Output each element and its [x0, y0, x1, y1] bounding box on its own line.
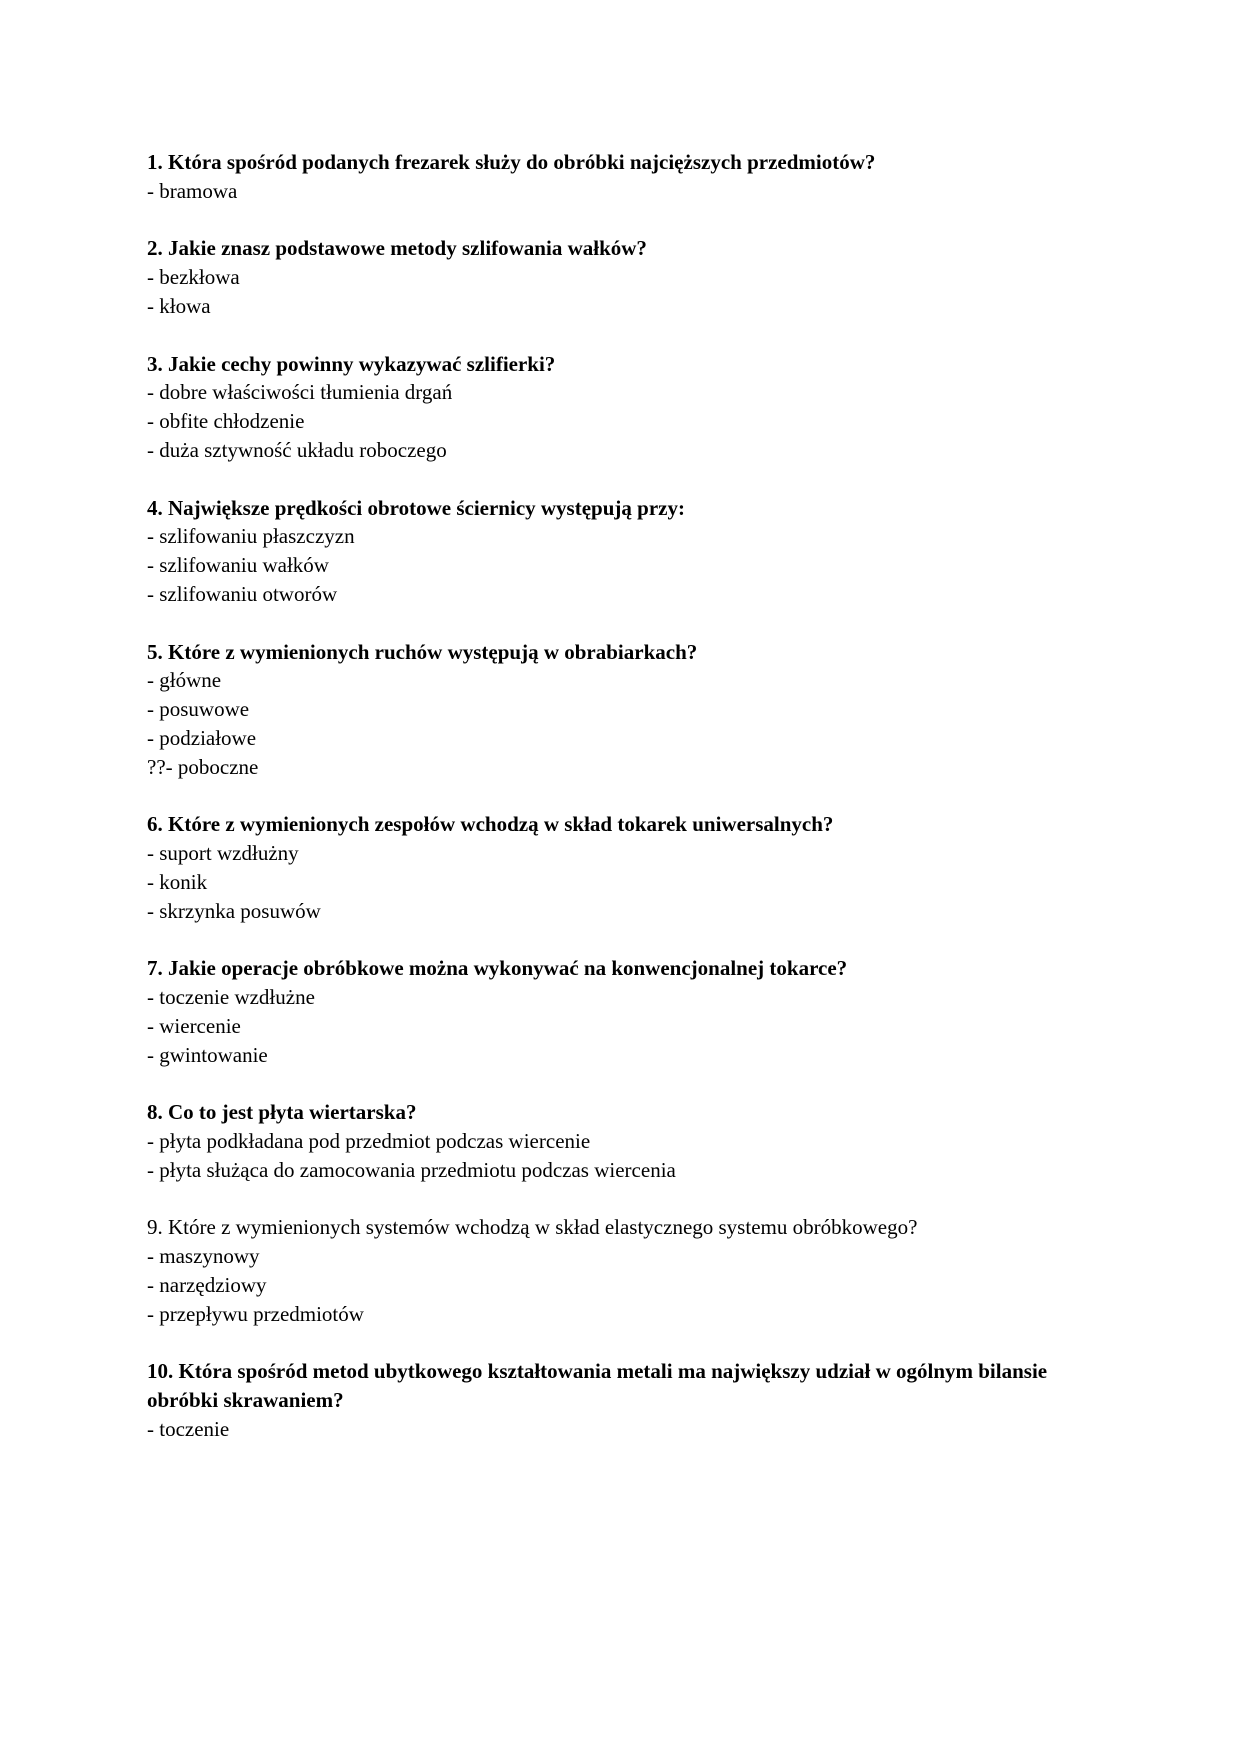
question-block-8: [147, 1098, 1097, 1184]
answer-item: - skrzynka posuwów: [147, 898, 321, 923]
question-text: 6. Które z wymienionych zespołów wchodzą w skład tokarek uniwersalnych?: [147, 812, 834, 837]
question-block-6: [147, 810, 1097, 925]
answer-item: - toczenie wzdłużne: [147, 985, 315, 1010]
question-text: 1. Która spośród podanych frezarek służy do obróbki najcięższych przedmiotów?: [147, 150, 876, 174]
question-text: 7. Jakie operacje obróbkowe można wykonywać na konwencjonalnej tokarce?: [147, 956, 848, 981]
answer-item: - narzędziowy: [147, 1273, 267, 1298]
question-block-7: [147, 954, 1097, 1069]
answer-item: - suport wzdłużny: [147, 841, 299, 866]
answer-item: - wiercenie: [147, 1013, 241, 1038]
answer-item: ??- poboczne: [147, 754, 259, 779]
answer-item: - posuwowe: [147, 697, 250, 722]
question-text: 8. Co to jest płyta wiertarska?: [147, 1100, 417, 1125]
answer-item: - gwintowanie: [147, 1042, 268, 1067]
answer-item: - konik: [147, 869, 208, 894]
question-block-9: [147, 1213, 1097, 1328]
answer-item: - szlifowaniu płaszczyzn: [147, 524, 355, 549]
answer-item: - toczenie: [147, 1417, 230, 1442]
question-text: 3. Jakie cechy powinny wykazywać szlifierki?: [147, 351, 556, 376]
answer-item: - szlifowaniu wałków: [147, 553, 329, 578]
answer-item: - płyta podkładana pod przedmiot podczas wiercenie: [147, 1129, 591, 1154]
question-text: 2. Jakie znasz podstawowe metody szlifowania wałków?: [147, 236, 647, 261]
question-block-4: [147, 494, 1097, 609]
question-block-5: [147, 638, 1097, 782]
answer-item: - obfite chłodzenie: [147, 409, 305, 434]
question-block-3: [147, 350, 1097, 465]
answer-item: - płyta służąca do zamocowania przedmiotu podczas wiercenia: [147, 1157, 676, 1182]
answer-item: - kłowa: [147, 293, 211, 318]
answer-item: - dobre właściwości tłumienia drgań: [147, 380, 453, 405]
question-text: 9. Które z wymienionych systemów wchodzą w skład elastycznego systemu obróbkowego?: [147, 1215, 918, 1240]
answer-item: - główne: [147, 668, 222, 693]
answer-item: - bramowa: [147, 178, 238, 203]
question-list: [147, 148, 1097, 1473]
answer-item: - duża sztywność układu roboczego: [147, 437, 447, 462]
question-text: 10. Która spośród metod ubytkowego kształtowania metali ma największy udział w ogólnym bilansie obróbki skrawaniem?: [147, 1359, 1048, 1413]
question-text: 4. Największe prędkości obrotowe ściernicy występują przy:: [147, 495, 685, 520]
answer-item: - maszynowy: [147, 1244, 260, 1269]
question-block-1: [147, 148, 1097, 206]
answer-item: - szlifowaniu otworów: [147, 581, 338, 606]
answer-item: - przepływu przedmiotów: [147, 1301, 364, 1326]
answer-item: - bezkłowa: [147, 265, 240, 290]
question-block-2: [147, 234, 1097, 320]
question-block-10: [147, 1357, 1097, 1443]
question-text: 5. Które z wymienionych ruchów występują w obrabiarkach?: [147, 639, 698, 664]
answer-item: - podziałowe: [147, 725, 257, 750]
